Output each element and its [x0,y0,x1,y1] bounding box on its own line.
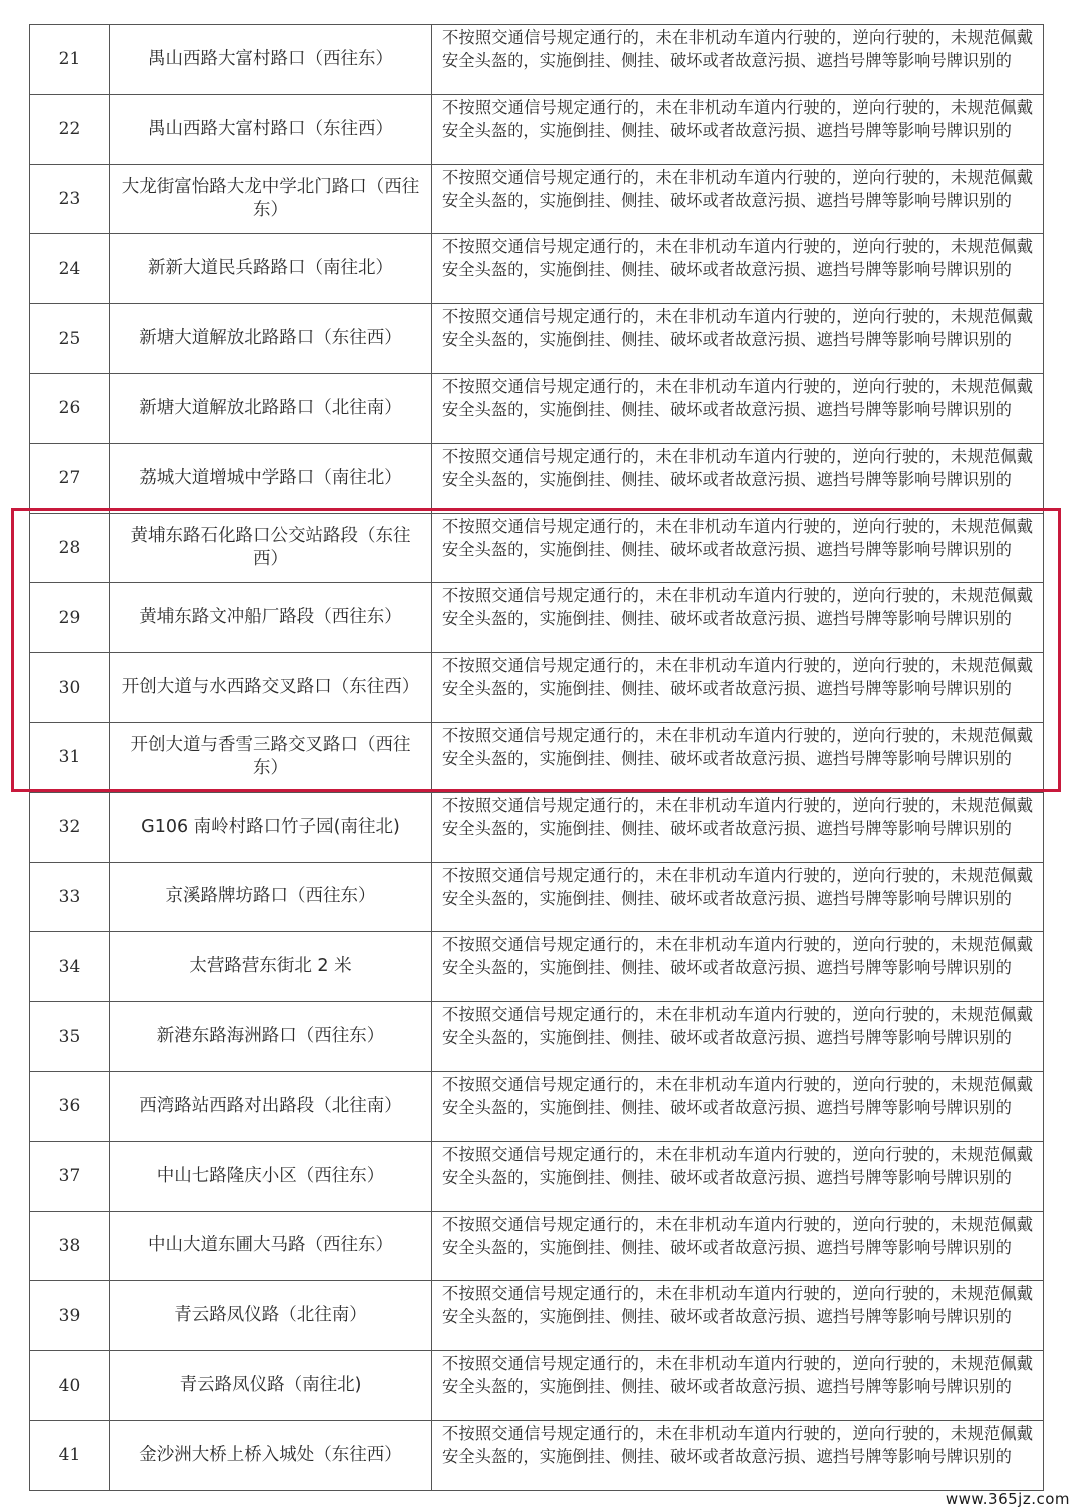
row-number: 36 [30,1072,110,1141]
row-number: 25 [30,304,110,373]
location-cell: 开创大道与水西路交叉路口（东往西） [110,653,432,722]
table-row [30,1351,1044,1421]
violation-cell: 不按照交通信号规定通行的，未在非机动车道内行驶的，逆向行驶的，未规范佩戴安全头盔的，实施倒挂、侧挂、破坏或者故意污损、遮挡号牌等影响号牌识别的 [432,25,1044,94]
location-cell: 新塘大道解放北路路口（东往西） [110,304,432,373]
violation-cell: 不按照交通信号规定通行的，未在非机动车道内行驶的，逆向行驶的，未规范佩戴安全头盔的，实施倒挂、侧挂、破坏或者故意污损、遮挡号牌等影响号牌识别的 [432,1421,1044,1490]
row-number: 37 [30,1142,110,1211]
watermark: www.365jz.com [945,1490,1070,1508]
table-row [30,1142,1044,1212]
violation-cell: 不按照交通信号规定通行的，未在非机动车道内行驶的，逆向行驶的，未规范佩戴安全头盔的，实施倒挂、侧挂、破坏或者故意污损、遮挡号牌等影响号牌识别的 [432,1212,1044,1281]
violation-cell: 不按照交通信号规定通行的，未在非机动车道内行驶的，逆向行驶的，未规范佩戴安全头盔的，实施倒挂、侧挂、破坏或者故意污损、遮挡号牌等影响号牌识别的 [432,932,1044,1001]
row-number: 23 [30,165,110,234]
table-row [30,1002,1044,1072]
table-row [30,1212,1044,1282]
table-row [30,234,1044,304]
location-cell: 禺山西路大富村路口（西往东） [110,25,432,94]
violation-cell: 不按照交通信号规定通行的，未在非机动车道内行驶的，逆向行驶的，未规范佩戴安全头盔的，实施倒挂、侧挂、破坏或者故意污损、遮挡号牌等影响号牌识别的 [432,793,1044,862]
row-number: 34 [30,932,110,1001]
violation-cell: 不按照交通信号规定通行的，未在非机动车道内行驶的，逆向行驶的，未规范佩戴安全头盔的，实施倒挂、侧挂、破坏或者故意污损、遮挡号牌等影响号牌识别的 [432,1281,1044,1350]
violation-cell: 不按照交通信号规定通行的，未在非机动车道内行驶的，逆向行驶的，未规范佩戴安全头盔的，实施倒挂、侧挂、破坏或者故意污损、遮挡号牌等影响号牌识别的 [432,234,1044,303]
row-number: 26 [30,374,110,443]
location-cell: 黄埔东路石化路口公交站路段（东往西） [110,514,432,583]
table-row [30,165,1044,235]
violation-cell: 不按照交通信号规定通行的，未在非机动车道内行驶的，逆向行驶的，未规范佩戴安全头盔的，实施倒挂、侧挂、破坏或者故意污损、遮挡号牌等影响号牌识别的 [432,653,1044,722]
row-number: 30 [30,653,110,722]
row-number: 33 [30,863,110,932]
table-row [30,1421,1044,1491]
location-cell: 青云路凤仪路（北往南） [110,1281,432,1350]
row-number: 35 [30,1002,110,1071]
row-number: 39 [30,1281,110,1350]
violation-cell: 不按照交通信号规定通行的，未在非机动车道内行驶的，逆向行驶的，未规范佩戴安全头盔的，实施倒挂、侧挂、破坏或者故意污损、遮挡号牌等影响号牌识别的 [432,1142,1044,1211]
location-cell: 西湾路站西路对出路段（北往南） [110,1072,432,1141]
row-number: 27 [30,444,110,513]
location-cell: 京溪路牌坊路口（西往东） [110,863,432,932]
table-row [30,583,1044,653]
location-cell: 太营路营东街北 2 米 [110,932,432,1001]
location-cell: 禺山西路大富村路口（东往西） [110,95,432,164]
violation-cell: 不按照交通信号规定通行的，未在非机动车道内行驶的，逆向行驶的，未规范佩戴安全头盔的，实施倒挂、侧挂、破坏或者故意污损、遮挡号牌等影响号牌识别的 [432,304,1044,373]
row-number: 38 [30,1212,110,1281]
row-number: 31 [30,723,110,792]
row-number: 22 [30,95,110,164]
location-cell: 新新大道民兵路路口（南往北） [110,234,432,303]
location-cell: 中山大道东圃大马路（西往东） [110,1212,432,1281]
violation-cell: 不按照交通信号规定通行的，未在非机动车道内行驶的，逆向行驶的，未规范佩戴安全头盔的，实施倒挂、侧挂、破坏或者故意污损、遮挡号牌等影响号牌识别的 [432,583,1044,652]
location-cell: G106 南岭村路口竹子园(南往北) [110,793,432,862]
violation-cell: 不按照交通信号规定通行的，未在非机动车道内行驶的，逆向行驶的，未规范佩戴安全头盔的，实施倒挂、侧挂、破坏或者故意污损、遮挡号牌等影响号牌识别的 [432,1072,1044,1141]
row-number: 32 [30,793,110,862]
table-row [30,1281,1044,1351]
row-number: 40 [30,1351,110,1420]
violation-cell: 不按照交通信号规定通行的，未在非机动车道内行驶的，逆向行驶的，未规范佩戴安全头盔的，实施倒挂、侧挂、破坏或者故意污损、遮挡号牌等影响号牌识别的 [432,165,1044,234]
location-cell: 中山七路隆庆小区（西往东） [110,1142,432,1211]
table-row [30,304,1044,374]
location-cell: 开创大道与香雪三路交叉路口（西往东） [110,723,432,792]
table-row [30,793,1044,863]
location-cell: 大龙街富怡路大龙中学北门路口（西往东） [110,165,432,234]
row-number: 41 [30,1421,110,1490]
table-row [30,863,1044,933]
location-cell: 黄埔东路文冲船厂路段（西往东） [110,583,432,652]
table-row [30,95,1044,165]
table-row [30,1072,1044,1142]
table-row [30,723,1044,793]
violation-cell: 不按照交通信号规定通行的，未在非机动车道内行驶的，逆向行驶的，未规范佩戴安全头盔的，实施倒挂、侧挂、破坏或者故意污损、遮挡号牌等影响号牌识别的 [432,723,1044,792]
table-row [30,653,1044,723]
row-number: 24 [30,234,110,303]
location-cell: 新港东路海洲路口（西往东） [110,1002,432,1071]
table-row [30,932,1044,1002]
violation-table [29,24,1044,1491]
table-row [30,374,1044,444]
table-row [30,25,1044,95]
violation-cell: 不按照交通信号规定通行的，未在非机动车道内行驶的，逆向行驶的，未规范佩戴安全头盔的，实施倒挂、侧挂、破坏或者故意污损、遮挡号牌等影响号牌识别的 [432,444,1044,513]
violation-cell: 不按照交通信号规定通行的，未在非机动车道内行驶的，逆向行驶的，未规范佩戴安全头盔的，实施倒挂、侧挂、破坏或者故意污损、遮挡号牌等影响号牌识别的 [432,374,1044,443]
row-number: 29 [30,583,110,652]
row-number: 28 [30,514,110,583]
location-cell: 新塘大道解放北路路口（北往南） [110,374,432,443]
violation-cell: 不按照交通信号规定通行的，未在非机动车道内行驶的，逆向行驶的，未规范佩戴安全头盔的，实施倒挂、侧挂、破坏或者故意污损、遮挡号牌等影响号牌识别的 [432,1002,1044,1071]
row-number: 21 [30,25,110,94]
location-cell: 青云路凤仪路（南往北) [110,1351,432,1420]
violation-cell: 不按照交通信号规定通行的，未在非机动车道内行驶的，逆向行驶的，未规范佩戴安全头盔的，实施倒挂、侧挂、破坏或者故意污损、遮挡号牌等影响号牌识别的 [432,1351,1044,1420]
violation-cell: 不按照交通信号规定通行的，未在非机动车道内行驶的，逆向行驶的，未规范佩戴安全头盔的，实施倒挂、侧挂、破坏或者故意污损、遮挡号牌等影响号牌识别的 [432,514,1044,583]
location-cell: 金沙洲大桥上桥入城处（东往西） [110,1421,432,1490]
location-cell: 荔城大道增城中学路口（南往北） [110,444,432,513]
violation-cell: 不按照交通信号规定通行的，未在非机动车道内行驶的，逆向行驶的，未规范佩戴安全头盔的，实施倒挂、侧挂、破坏或者故意污损、遮挡号牌等影响号牌识别的 [432,95,1044,164]
table-row [30,444,1044,514]
violation-cell: 不按照交通信号规定通行的，未在非机动车道内行驶的，逆向行驶的，未规范佩戴安全头盔的，实施倒挂、侧挂、破坏或者故意污损、遮挡号牌等影响号牌识别的 [432,863,1044,932]
table-row [30,514,1044,584]
